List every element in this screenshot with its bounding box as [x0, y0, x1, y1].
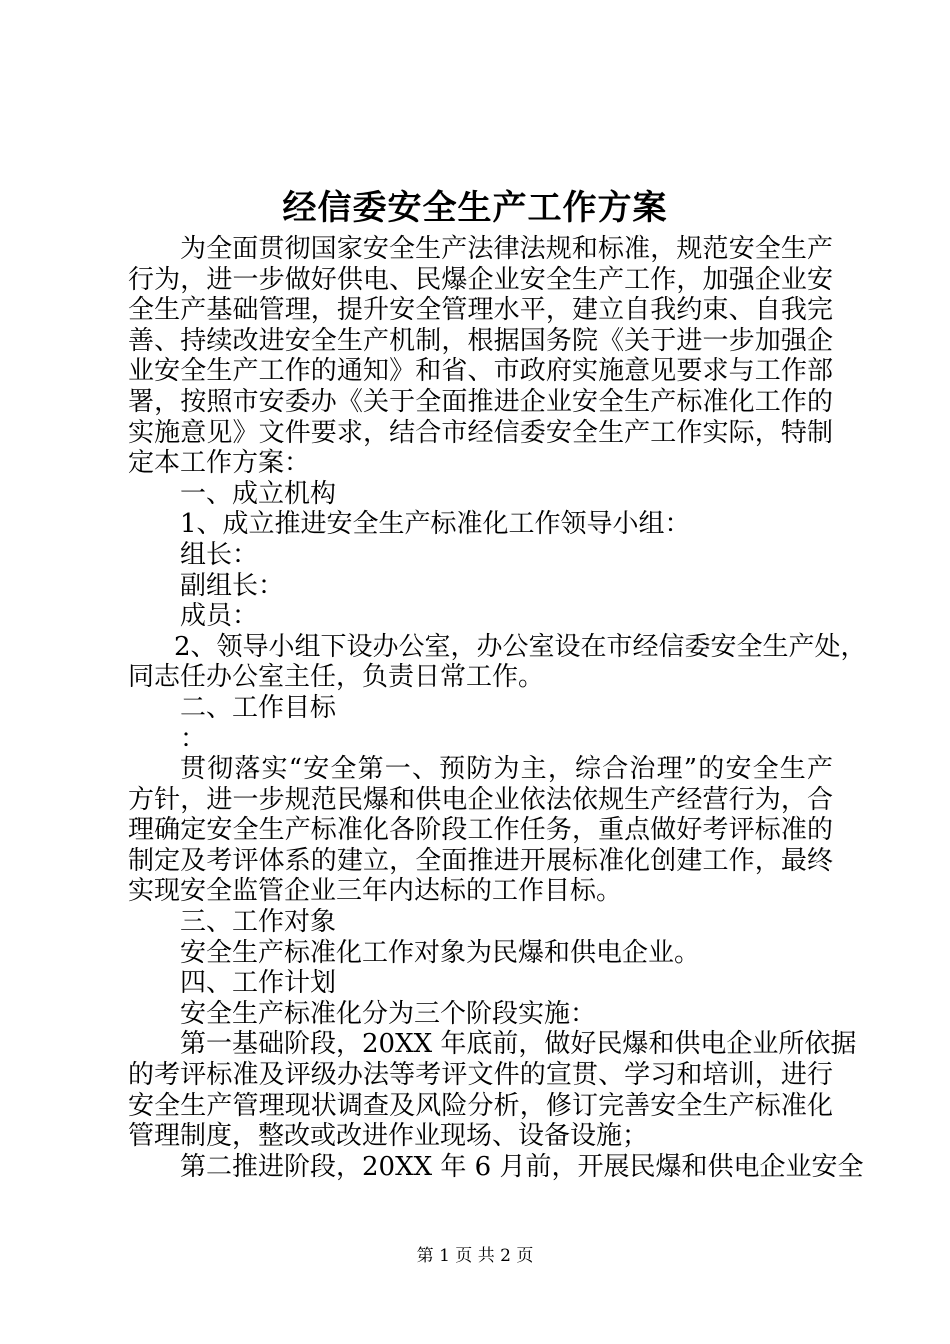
text-line: 副组长： [180, 570, 285, 601]
text-line: 同志任办公室主任，负责日常工作。 [128, 662, 545, 693]
text-line: 署，按照市安委办《关于全面推进企业安全生产标准化工作的 [128, 386, 833, 417]
text-line: 贯彻落实“安全第一、预防为主，综合治理”的安全生产 [180, 754, 833, 785]
text-line: 实现安全监管企业三年内达标的工作目标。 [128, 876, 623, 907]
text-line: 第一基础阶段，20XX 年底前，做好民爆和供电企业所依据 [180, 1029, 857, 1060]
text-line: 安全生产标准化工作对象为民爆和供电企业。 [180, 937, 701, 968]
document-title: 经信委安全生产工作方案 [282, 188, 668, 228]
text-line: 的考评标准及评级办法等考评文件的宣贯、学习和培训，进行 [128, 1060, 833, 1091]
text-line: 二、工作目标 [180, 692, 337, 723]
page-footer: 第 1 页 共 2 页 [416, 1246, 534, 1266]
text-line: 善、持续改进安全生产机制，根据国务院《关于进一步加强企 [128, 325, 833, 356]
text-line: 实施意见》文件要求，结合市经信委安全生产工作实际，特制 [128, 417, 833, 448]
document-body [128, 234, 867, 1182]
text-line: 安全生产管理现状调查及风险分析，修订完善安全生产标准化 [128, 1090, 833, 1121]
text-line: 第二推进阶段，20XX 年 6 月前，开展民爆和供电企业安全 [180, 1151, 864, 1182]
text-line: 制定及考评体系的建立，全面推进开展标准化创建工作，最终 [128, 845, 833, 876]
text-line: 三、工作对象 [180, 907, 337, 938]
text-line: 为全面贯彻国家安全生产法律法规和标准，规范安全生产 [180, 234, 833, 264]
text-line: 四、工作计划 [180, 968, 337, 999]
text-line: 业安全生产工作的通知》和省、市政府实施意见要求与工作部 [128, 356, 833, 387]
text-line: 全生产基础管理，提升安全管理水平，建立自我约束、自我完 [128, 295, 833, 326]
text-line: 定本工作方案： [128, 448, 311, 479]
text-line: 理确定安全生产标准化各阶段工作任务，重点做好考评标准的 [128, 815, 833, 846]
text-line: ： [180, 723, 207, 754]
text-line: 成员： [180, 601, 259, 632]
text-line: 方针，进一步规范民爆和供电企业依法依规生产经营行为，合 [128, 784, 833, 815]
text-line: 一、成立机构 [180, 478, 337, 509]
text-line: 1、成立推进安全生产标准化工作领导小组： [180, 509, 691, 540]
text-line: 管理制度，整改或改进作业现场、设备设施； [128, 1121, 649, 1152]
text-line: 2、领导小组下设办公室，办公室设在市经信委安全生产处， [174, 631, 867, 662]
text-line: 组长： [180, 539, 259, 570]
text-line: 行为，进一步做好供电、民爆企业安全生产工作，加强企业安 [128, 264, 833, 295]
text-line: 安全生产标准化分为三个阶段实施： [180, 998, 597, 1029]
